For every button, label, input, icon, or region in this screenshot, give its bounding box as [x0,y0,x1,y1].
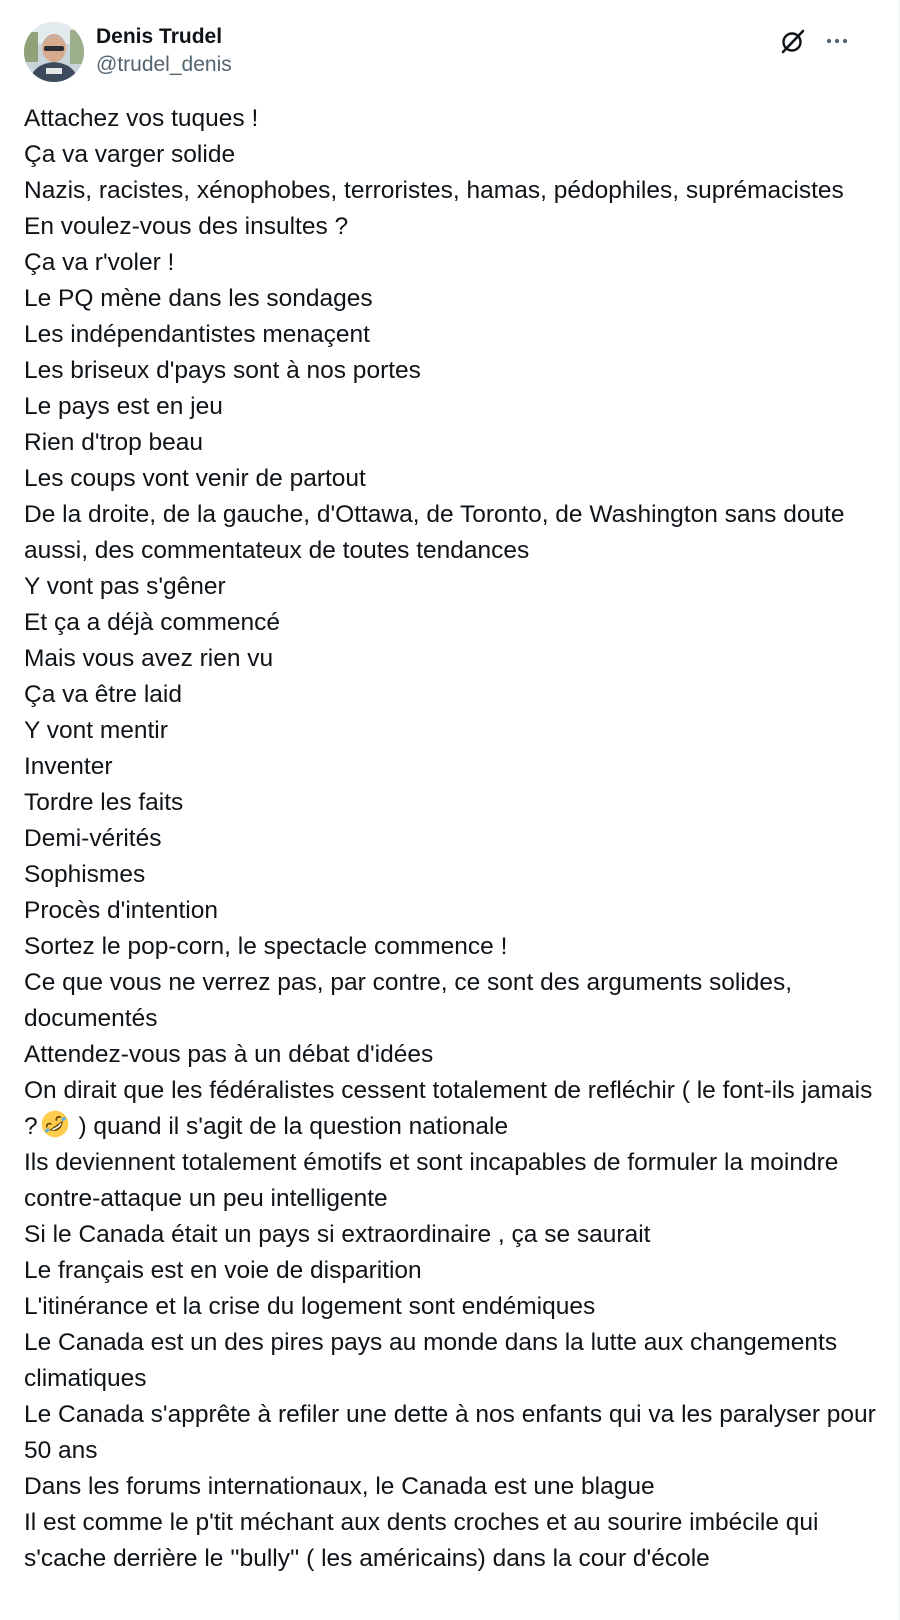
tweet-line: Attachez vos tuques ! [24,105,259,132]
tweet-line: Les coups vont venir de partout [24,465,366,492]
tweet-line: Ça va varger solide [24,141,236,168]
tweet-line: Y vont mentir [24,717,168,744]
grok-button[interactable] [776,24,810,58]
tweet-line: Ça va être laid [24,681,182,708]
more-options-icon [824,28,850,54]
tweet-line: Tordre les faits [24,789,184,816]
tweet-line: Ils deviennent totalement émotifs et sont incapables de formuler la moindre contre-attaque un peu intelligente [24,1149,839,1212]
tweet-line: Le français est en voie de disparition [24,1257,422,1284]
tweet-line: De la droite, de la gauche, d'Ottawa, de Toronto, de Washington sans doute aussi, des commentateux de toutes tendances [24,501,845,564]
tweet-line: Dans les forums internationaux, le Canada est une blague [24,1473,655,1500]
tweet-line: Sortez le pop-corn, le spectacle commence ! [24,933,508,960]
author-handle[interactable]: @trudel_denis [96,53,232,76]
author-display-name[interactable]: Denis Trudel [96,25,223,48]
avatar-photo-icon [24,22,84,82]
tweet-line: Sophismes [24,861,146,888]
tweet-line: Nazis, racistes, xénophobes, terroristes, hamas, pédophiles, suprémacistes [24,177,844,204]
rolling-on-floor-laughing-emoji-icon [40,1109,70,1139]
tweet-line: Mais vous avez rien vu [24,645,274,672]
tweet-line-part: On dirait que les fédéralistes cessent totalement de refléchir ( le font-ils jamais ? [24,1077,873,1140]
tweet-line-part: ) quand il s'agit de la question nationale [71,1113,509,1140]
tweet-line: Y vont pas s'gêner [24,573,226,600]
tweet-line: En voulez-vous des insultes ? [24,213,349,240]
tweet-line: L'itinérance et la crise du logement sont endémiques [24,1293,596,1320]
tweet-line: Rien d'trop beau [24,429,204,456]
tweet-line: Et ça a déjà commencé [24,609,281,636]
tweet-line: Si le Canada était un pays si extraordinaire , ça se saurait [24,1221,651,1248]
tweet-line: Les indépendantistes menaçent [24,321,370,348]
tweet-line: Procès d'intention [24,897,218,924]
tweet-line: Demi-vérités [24,825,162,852]
tweet-line: Attendez-vous pas à un débat d'idées [24,1041,434,1068]
tweet-line: Le PQ mène dans les sondages [24,285,373,312]
author-names [96,23,232,79]
tweet-line: Le pays est en jeu [24,393,223,420]
more-options-button[interactable] [820,24,854,58]
tweet-line: Ce que vous ne verrez pas, par contre, ce sont des arguments solides, documentés [24,969,793,1032]
tweet-line-with-emoji [24,1073,876,1145]
tweet-line: Les briseux d'pays sont à nos portes [24,357,421,384]
tweet-line: Le Canada s'apprête à refiler une dette à nos enfants qui va les paralyser pour 50 ans [24,1401,876,1464]
grok-icon [780,28,806,54]
tweet-text [24,101,876,1577]
tweet-header [24,20,876,82]
tweet-line: Inventer [24,753,113,780]
tweet-line: Ça va r'voler ! [24,249,175,276]
tweet-line: Le Canada est un des pires pays au monde dans la lutte aux changements climatiques [24,1329,838,1392]
avatar[interactable] [24,22,84,82]
tweet-line: Il est comme le p'tit méchant aux dents croches et au sourire imbécile qui s'cache derrière le ''bully'' ( les américains) dans la cour d'école [24,1509,819,1572]
